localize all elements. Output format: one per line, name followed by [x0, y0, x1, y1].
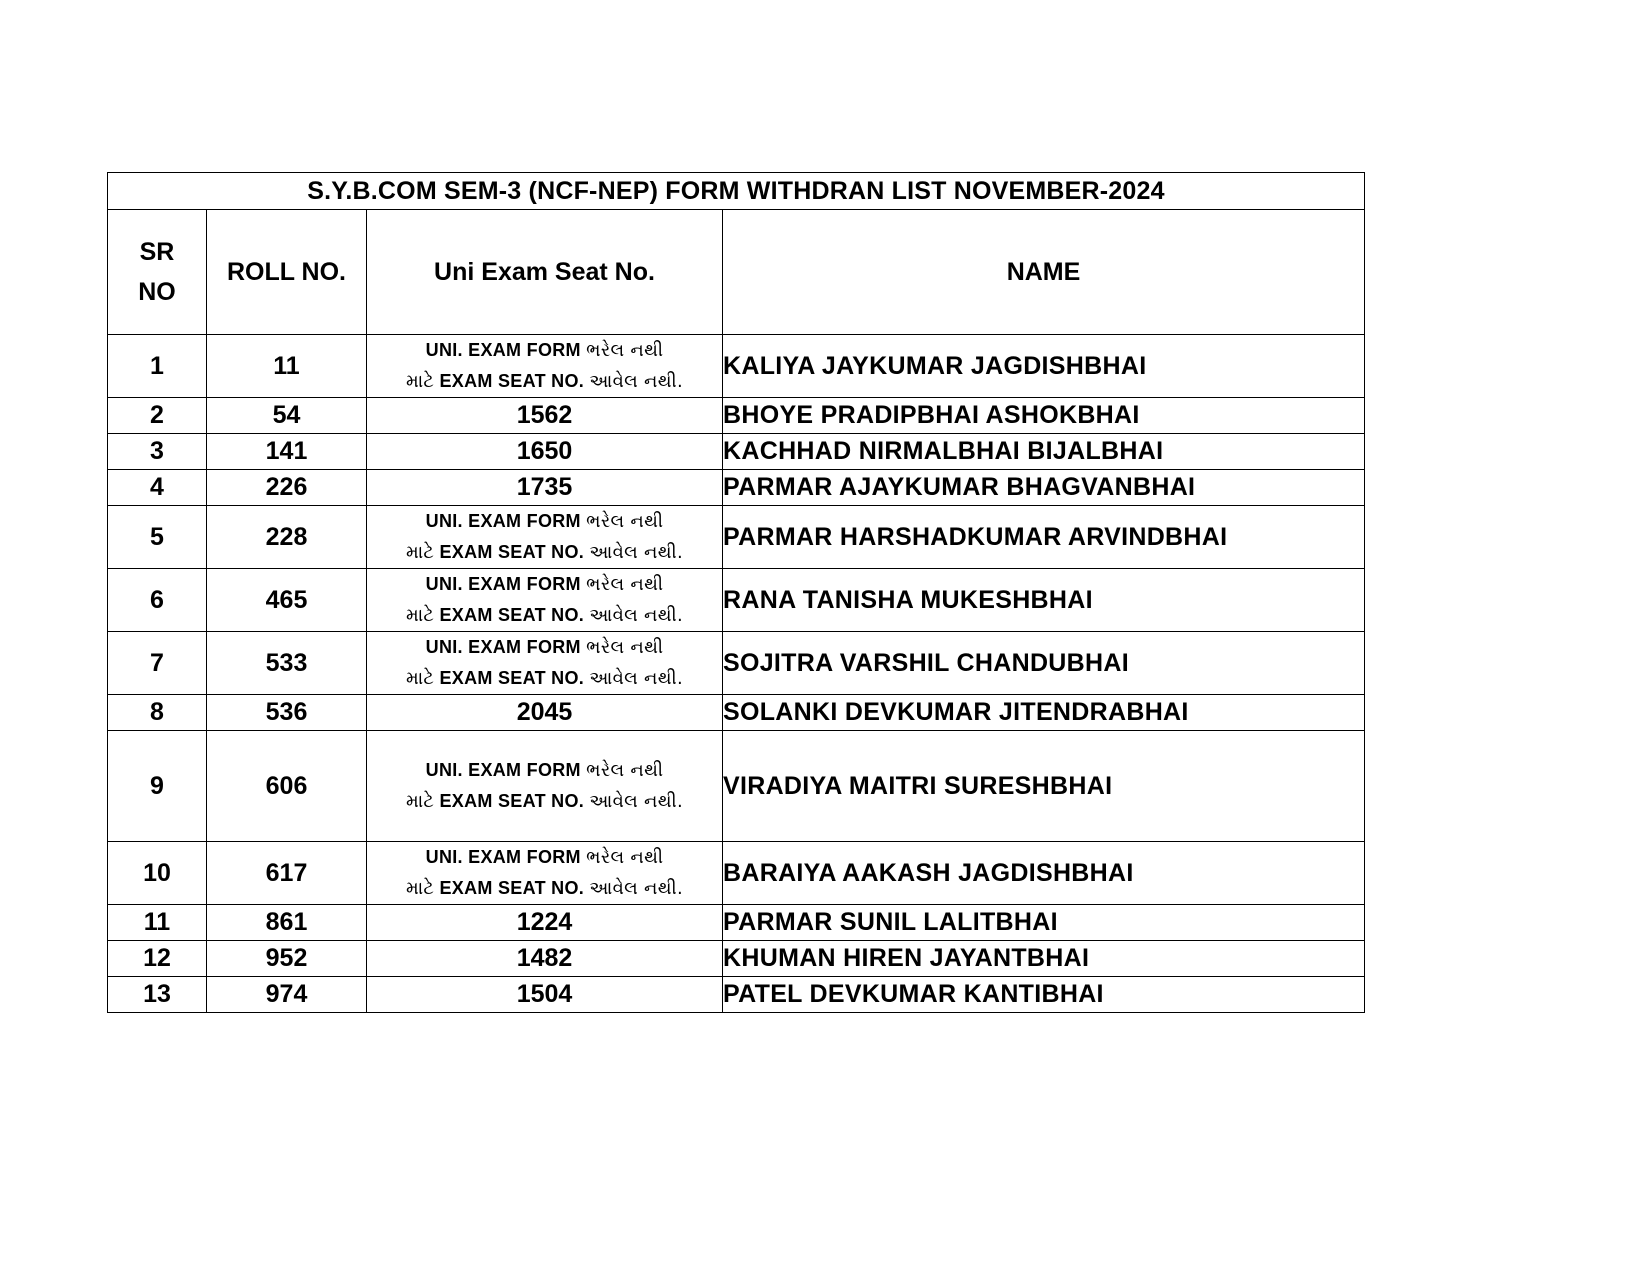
seat-not-issued-note — [367, 632, 722, 694]
note-gu-1: ભરેલ નથી — [586, 574, 664, 595]
table-row — [108, 905, 1365, 941]
table-row — [108, 569, 1365, 632]
cell-sr-no: 3 — [108, 434, 207, 470]
table-row — [108, 434, 1365, 470]
cell-student-name: RANA TANISHA MUKESHBHAI — [723, 569, 1365, 632]
note-gu-1: ભરેલ નથી — [586, 760, 664, 781]
cell-seat-no: 1650 — [367, 434, 723, 470]
cell-sr-no: 5 — [108, 506, 207, 569]
header-seat-no: Uni Exam Seat No. — [367, 210, 723, 335]
cell-student-name: PATEL DEVKUMAR KANTIBHAI — [723, 977, 1365, 1013]
cell-sr-no: 2 — [108, 398, 207, 434]
note-gu-3: આવેલ નથી. — [589, 668, 684, 689]
note-gu-1: ભરેલ નથી — [586, 511, 664, 532]
note-en-2: EXAM SEAT NO. — [439, 542, 585, 562]
cell-roll-no: 952 — [207, 941, 367, 977]
cell-roll-no: 226 — [207, 470, 367, 506]
note-en-1: UNI. EXAM FORM — [425, 511, 581, 531]
table-row — [108, 977, 1365, 1013]
seat-not-issued-note — [367, 335, 722, 397]
table-body — [108, 335, 1365, 1013]
note-en-2: EXAM SEAT NO. — [439, 791, 585, 811]
cell-roll-no: 141 — [207, 434, 367, 470]
cell-roll-no: 536 — [207, 695, 367, 731]
cell-student-name: BHOYE PRADIPBHAI ASHOKBHAI — [723, 398, 1365, 434]
note-gu-2: માટે — [405, 542, 435, 563]
cell-seat-no — [367, 731, 723, 842]
cell-seat-no — [367, 506, 723, 569]
note-en-2: EXAM SEAT NO. — [439, 878, 585, 898]
header-row — [108, 210, 1365, 335]
cell-roll-no: 11 — [207, 335, 367, 398]
cell-sr-no: 13 — [108, 977, 207, 1013]
cell-student-name: KACHHAD NIRMALBHAI BIJALBHAI — [723, 434, 1365, 470]
cell-roll-no: 606 — [207, 731, 367, 842]
document-title: S.Y.B.COM SEM-3 (NCF-NEP) FORM WITHDRAN LIST NOVEMBER-2024 — [108, 173, 1365, 210]
table-row — [108, 632, 1365, 695]
table-row — [108, 842, 1365, 905]
seat-not-issued-note — [367, 755, 722, 817]
cell-student-name: VIRADIYA MAITRI SURESHBHAI — [723, 731, 1365, 842]
cell-sr-no: 11 — [108, 905, 207, 941]
seat-not-issued-note — [367, 506, 722, 568]
cell-roll-no: 861 — [207, 905, 367, 941]
title-row — [108, 173, 1365, 210]
cell-sr-no: 10 — [108, 842, 207, 905]
table-row — [108, 398, 1365, 434]
cell-roll-no: 974 — [207, 977, 367, 1013]
cell-student-name: PARMAR SUNIL LALITBHAI — [723, 905, 1365, 941]
note-en-1: UNI. EXAM FORM — [425, 847, 581, 867]
note-en-2: EXAM SEAT NO. — [439, 371, 585, 391]
note-gu-3: આવેલ નથી. — [589, 791, 684, 812]
cell-sr-no: 7 — [108, 632, 207, 695]
note-gu-3: આવેલ નથી. — [589, 371, 684, 392]
cell-student-name: PARMAR AJAYKUMAR BHAGVANBHAI — [723, 470, 1365, 506]
table-row — [108, 941, 1365, 977]
note-gu-3: આવેલ નથી. — [589, 542, 684, 563]
table-row — [108, 470, 1365, 506]
note-en-1: UNI. EXAM FORM — [425, 637, 581, 657]
seat-not-issued-note — [367, 569, 722, 631]
note-gu-1: ભરેલ નથી — [586, 847, 664, 868]
cell-seat-no: 1504 — [367, 977, 723, 1013]
cell-roll-no: 533 — [207, 632, 367, 695]
cell-student-name: KALIYA JAYKUMAR JAGDISHBHAI — [723, 335, 1365, 398]
note-gu-2: માટે — [405, 878, 435, 899]
note-gu-1: ભરેલ નથી — [586, 637, 664, 658]
note-en-1: UNI. EXAM FORM — [425, 574, 581, 594]
note-gu-2: માટે — [405, 605, 435, 626]
cell-roll-no: 617 — [207, 842, 367, 905]
cell-roll-no: 54 — [207, 398, 367, 434]
cell-seat-no — [367, 632, 723, 695]
cell-seat-no: 1562 — [367, 398, 723, 434]
table-row — [108, 335, 1365, 398]
cell-student-name: KHUMAN HIREN JAYANTBHAI — [723, 941, 1365, 977]
cell-seat-no: 1735 — [367, 470, 723, 506]
cell-seat-no — [367, 335, 723, 398]
note-gu-2: માટે — [405, 371, 435, 392]
cell-sr-no: 12 — [108, 941, 207, 977]
cell-sr-no: 6 — [108, 569, 207, 632]
header-sr-no — [108, 210, 207, 335]
withdrawn-list-table — [107, 172, 1365, 1013]
table-row — [108, 695, 1365, 731]
cell-seat-no — [367, 569, 723, 632]
cell-seat-no: 1224 — [367, 905, 723, 941]
note-en-2: EXAM SEAT NO. — [439, 668, 585, 688]
note-gu-2: માટે — [405, 668, 435, 689]
note-gu-1: ભરેલ નથી — [586, 340, 664, 361]
note-en-1: UNI. EXAM FORM — [425, 340, 581, 360]
note-en-1: UNI. EXAM FORM — [425, 760, 581, 780]
cell-student-name: PARMAR HARSHADKUMAR ARVINDBHAI — [723, 506, 1365, 569]
cell-sr-no: 9 — [108, 731, 207, 842]
note-gu-2: માટે — [405, 791, 435, 812]
note-gu-3: આવેલ નથી. — [589, 605, 684, 626]
cell-seat-no — [367, 842, 723, 905]
cell-roll-no: 465 — [207, 569, 367, 632]
cell-sr-no: 1 — [108, 335, 207, 398]
cell-student-name: SOJITRA VARSHIL CHANDUBHAI — [723, 632, 1365, 695]
note-gu-3: આવેલ નથી. — [589, 878, 684, 899]
table-row — [108, 731, 1365, 842]
cell-seat-no: 2045 — [367, 695, 723, 731]
cell-sr-no: 8 — [108, 695, 207, 731]
header-sr-line2: NO — [138, 278, 176, 306]
cell-roll-no: 228 — [207, 506, 367, 569]
cell-student-name: SOLANKI DEVKUMAR JITENDRABHAI — [723, 695, 1365, 731]
cell-sr-no: 4 — [108, 470, 207, 506]
table-row — [108, 506, 1365, 569]
seat-not-issued-note — [367, 842, 722, 904]
cell-seat-no: 1482 — [367, 941, 723, 977]
cell-student-name: BARAIYA AAKASH JAGDISHBHAI — [723, 842, 1365, 905]
note-en-2: EXAM SEAT NO. — [439, 605, 585, 625]
header-sr-line1: SR — [139, 238, 175, 266]
header-roll-no: ROLL NO. — [207, 210, 367, 335]
header-name: NAME — [723, 210, 1365, 335]
